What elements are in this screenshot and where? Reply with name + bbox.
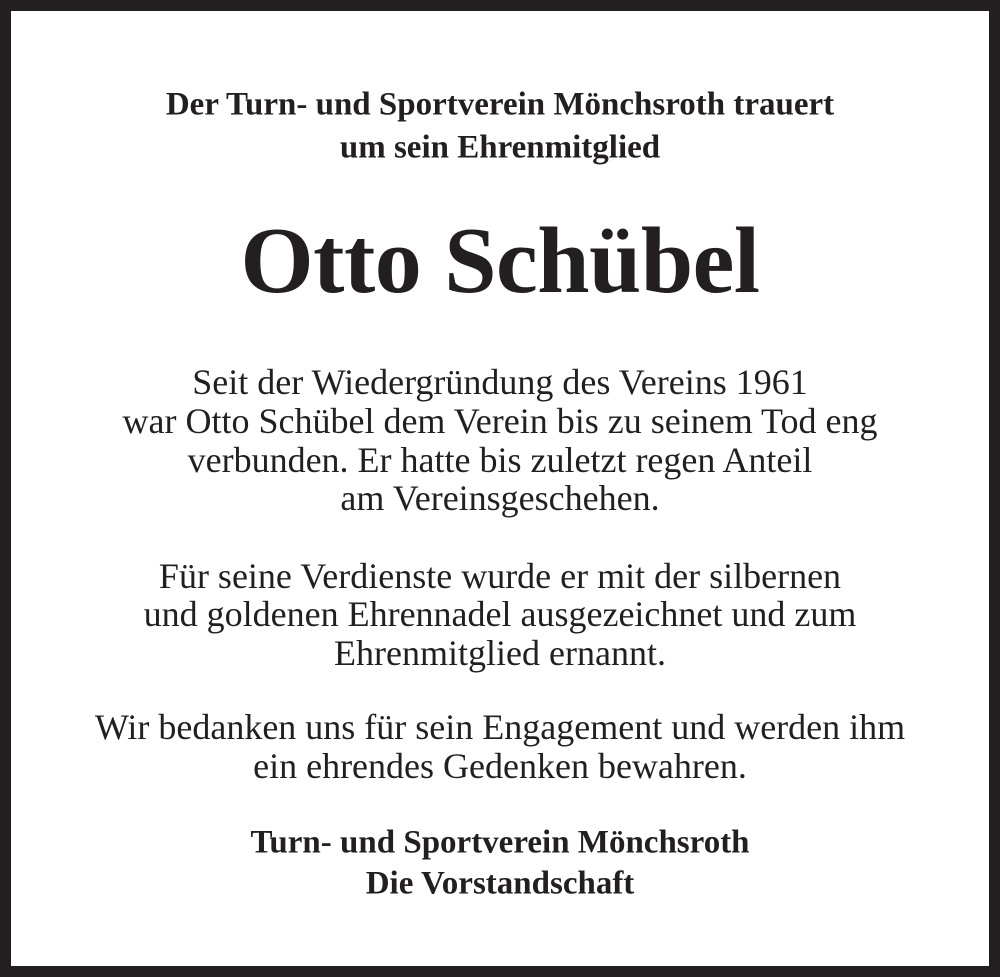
footer-line-2: Die Vorstandschaft — [365, 865, 635, 902]
header-line-1: Der Turn- und Sportverein Mönchsroth trauert — [165, 86, 835, 123]
paragraph-2-line-3: Ehrenmitglied ernannt. — [334, 633, 666, 673]
paragraph-1-line-1: Seit der Wiedergründung des Vereins 1961 — [192, 362, 808, 402]
paragraph-3-line-1: Wir bedanken uns für sein Engagement und werden ihm — [94, 707, 906, 747]
header-line-2: um sein Ehrenmitglied — [339, 129, 661, 166]
footer-line-1: Turn- und Sportverein Mönchsroth — [250, 824, 750, 861]
paragraph-2-line-1: Für seine Verdienste wurde er mit der silbernen — [158, 556, 842, 596]
paragraph-1-line-2: war Otto Schübel dem Verein bis zu seinem Tod eng — [122, 401, 878, 441]
paragraph-1-line-3: verbunden. Er hatte bis zuletzt regen Anteil — [187, 440, 813, 480]
paragraph-2-line-2: und goldenen Ehrennadel ausgezeichnet und zum — [143, 594, 857, 634]
paragraph-3-line-2: ein ehrendes Gedenken bewahren. — [253, 746, 747, 786]
paragraph-1-line-4: am Vereinsgeschehen. — [340, 478, 660, 518]
deceased-name: Otto Schübel — [240, 209, 760, 313]
